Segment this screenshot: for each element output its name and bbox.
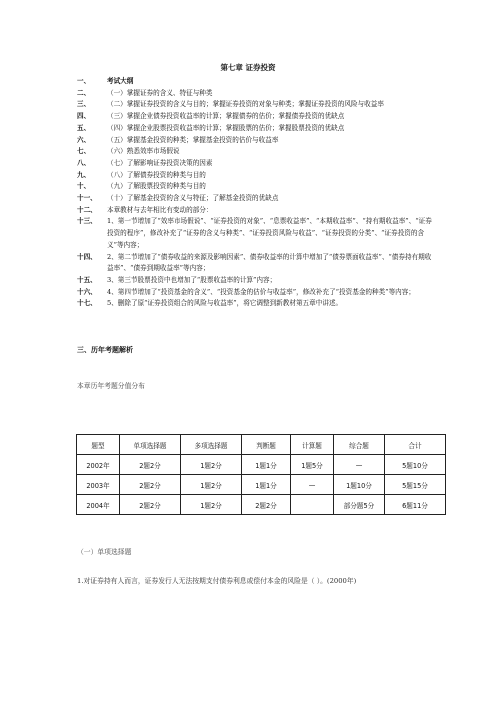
outline-number: 十七、 xyxy=(77,299,97,308)
outline-text: （九）了解股票投资的种类与目的 xyxy=(107,182,206,191)
table-row xyxy=(77,455,446,475)
subsection-heading: （一）单项选择题 xyxy=(77,548,132,556)
table-cell xyxy=(291,495,334,515)
outline-number: 六、 xyxy=(77,135,91,144)
outline-item xyxy=(77,298,437,310)
outline-item xyxy=(77,287,437,299)
outline-text: 3、第三节股票投资中也增加了“股票收益率的计算”内容； xyxy=(107,275,277,284)
outline-item xyxy=(77,205,437,217)
outline-number: 一、 xyxy=(77,77,91,85)
table-caption: 本章历年考题分值分布 xyxy=(77,382,145,390)
header-cell: 题型 xyxy=(77,435,120,455)
table-cell: 5题10分 xyxy=(385,455,446,475)
outline-number: 十、 xyxy=(77,182,91,191)
outline-number: 二、 xyxy=(77,88,91,97)
table-cell: 2题2分 xyxy=(242,495,291,515)
outline-text: （三）掌握企业债券投资收益率的计算；掌握债券的估价；掌握债券投资的优缺点 xyxy=(107,112,345,121)
table-cell: 2题2分 xyxy=(120,475,181,495)
table-cell: 5题15分 xyxy=(385,475,446,495)
outline-item xyxy=(77,193,437,205)
table-cell: 1题10分 xyxy=(334,475,385,495)
table-cell: 1题2分 xyxy=(181,475,242,495)
outline-item xyxy=(77,123,437,135)
outline-text: 1、第一节增加了“效率市场假说”、“证券投资的对象”、“息票收益率”、“本期收益率”、“持有期收益率”、“证券投资的程序”，修改补充了“证券的含义与种类”、“证券投资风险与收益”、“证券投资的分类”、“证券投资的含义”等内容； xyxy=(107,217,432,249)
outline-number: 十一、 xyxy=(77,194,97,203)
outline-number: 四、 xyxy=(77,112,91,121)
outline-item xyxy=(77,111,437,123)
score-distribution-table xyxy=(76,434,446,515)
table-cell: 6题11分 xyxy=(385,495,446,515)
outline-text: （七）了解影响证券投资决策的因素 xyxy=(107,158,213,167)
question-text: 1.对证券持有人而言，证券发行人无法按期支付债券利息或偿付本金的风险是（ ）。(2000年) xyxy=(77,577,357,585)
table-cell: 1题1分 xyxy=(242,475,291,495)
outline-text: （五）掌握基金投资的种类；掌握基金投资的估价与收益率 xyxy=(107,135,279,144)
chapter-title: 第七章 证券投资 xyxy=(220,63,276,72)
outline-item xyxy=(77,76,437,88)
outline-text: 本章教材与去年相比有变动的部分： xyxy=(107,205,213,214)
outline-number: 三、 xyxy=(77,100,91,109)
table-cell: 2题2分 xyxy=(120,495,181,515)
outline-text: （二）掌握证券投资的含义与目的；掌握证券投资的对象与种类；掌握证券投资的风险与收益率 xyxy=(107,100,384,109)
table-row xyxy=(77,495,446,515)
outline-text: （四）掌握企业股票投资收益率的计算；掌握股票的估价；掌握股票投资的优缺点 xyxy=(107,123,345,132)
table-cell: — xyxy=(334,455,385,475)
outline-item xyxy=(77,275,437,287)
outline-item xyxy=(77,146,437,158)
table-cell: 部分题5分 xyxy=(334,495,385,515)
outline-item xyxy=(77,252,437,275)
outline-number: 九、 xyxy=(77,170,91,179)
header-cell: 计算题 xyxy=(291,435,334,455)
table-cell: 2003年 xyxy=(77,475,120,495)
table-cell: 1题2分 xyxy=(181,495,242,515)
outline-number: 十六、 xyxy=(77,287,97,296)
outline-text: （八）了解债券投资的种类与目的 xyxy=(107,170,206,179)
header-cell: 单项选择题 xyxy=(120,435,181,455)
outline-item xyxy=(77,135,437,147)
outline-item xyxy=(77,216,437,251)
outline-number: 十三、 xyxy=(77,217,97,226)
outline-number: 八、 xyxy=(77,158,91,167)
table-cell: 1题1分 xyxy=(242,455,291,475)
outline-number: 十二、 xyxy=(77,205,97,214)
outline-item xyxy=(77,170,437,182)
outline-text: （十）了解基金投资的含义与特征；了解基金投资的优缺点 xyxy=(107,194,279,203)
table-cell: — xyxy=(291,475,334,495)
outline-item xyxy=(77,88,437,100)
table-row xyxy=(77,475,446,495)
outline-number: 十四、 xyxy=(77,252,97,261)
outline-number: 十五、 xyxy=(77,275,97,284)
outline-text: 考试大纲 xyxy=(107,77,134,85)
section-heading: 三、历年考题解析 xyxy=(77,346,133,354)
table-cell: 2004年 xyxy=(77,495,120,515)
outline-text: （一）掌握证券的含义、特征与种类 xyxy=(107,88,213,97)
header-cell: 多项选择题 xyxy=(181,435,242,455)
table-header-row xyxy=(77,435,446,455)
outline-text: 2、第二节增加了“债券收益的来源及影响因素”、债券收益率的计算中增加了“债券票面收益率”、“债券持有期收益率”、“债券到期收益率”等内容； xyxy=(107,252,432,273)
outline-text: 4、第四节增加了“投资基金的含义”、“投资基金的估价与收益率”，修改补充了“投资基金的种类”等内容； xyxy=(107,287,415,296)
outline-item xyxy=(77,158,437,170)
exam-outline xyxy=(77,76,437,310)
table-cell: 1题2分 xyxy=(181,455,242,475)
table-cell: 2题2分 xyxy=(120,455,181,475)
table-cell: 2002年 xyxy=(77,455,120,475)
outline-item xyxy=(77,181,437,193)
table-cell: 1题5分 xyxy=(291,455,334,475)
header-cell: 判断题 xyxy=(242,435,291,455)
outline-number: 七、 xyxy=(77,147,91,156)
outline-text: （六）熟悉效率市场假说 xyxy=(107,147,180,156)
outline-text: 5、删除了原“证券投资组合的风险与收益率”，将它调整到新教材第五章中讲述。 xyxy=(107,299,343,308)
header-cell: 合计 xyxy=(385,435,446,455)
header-cell: 综合题 xyxy=(334,435,385,455)
outline-item xyxy=(77,99,437,111)
outline-number: 五、 xyxy=(77,123,91,132)
